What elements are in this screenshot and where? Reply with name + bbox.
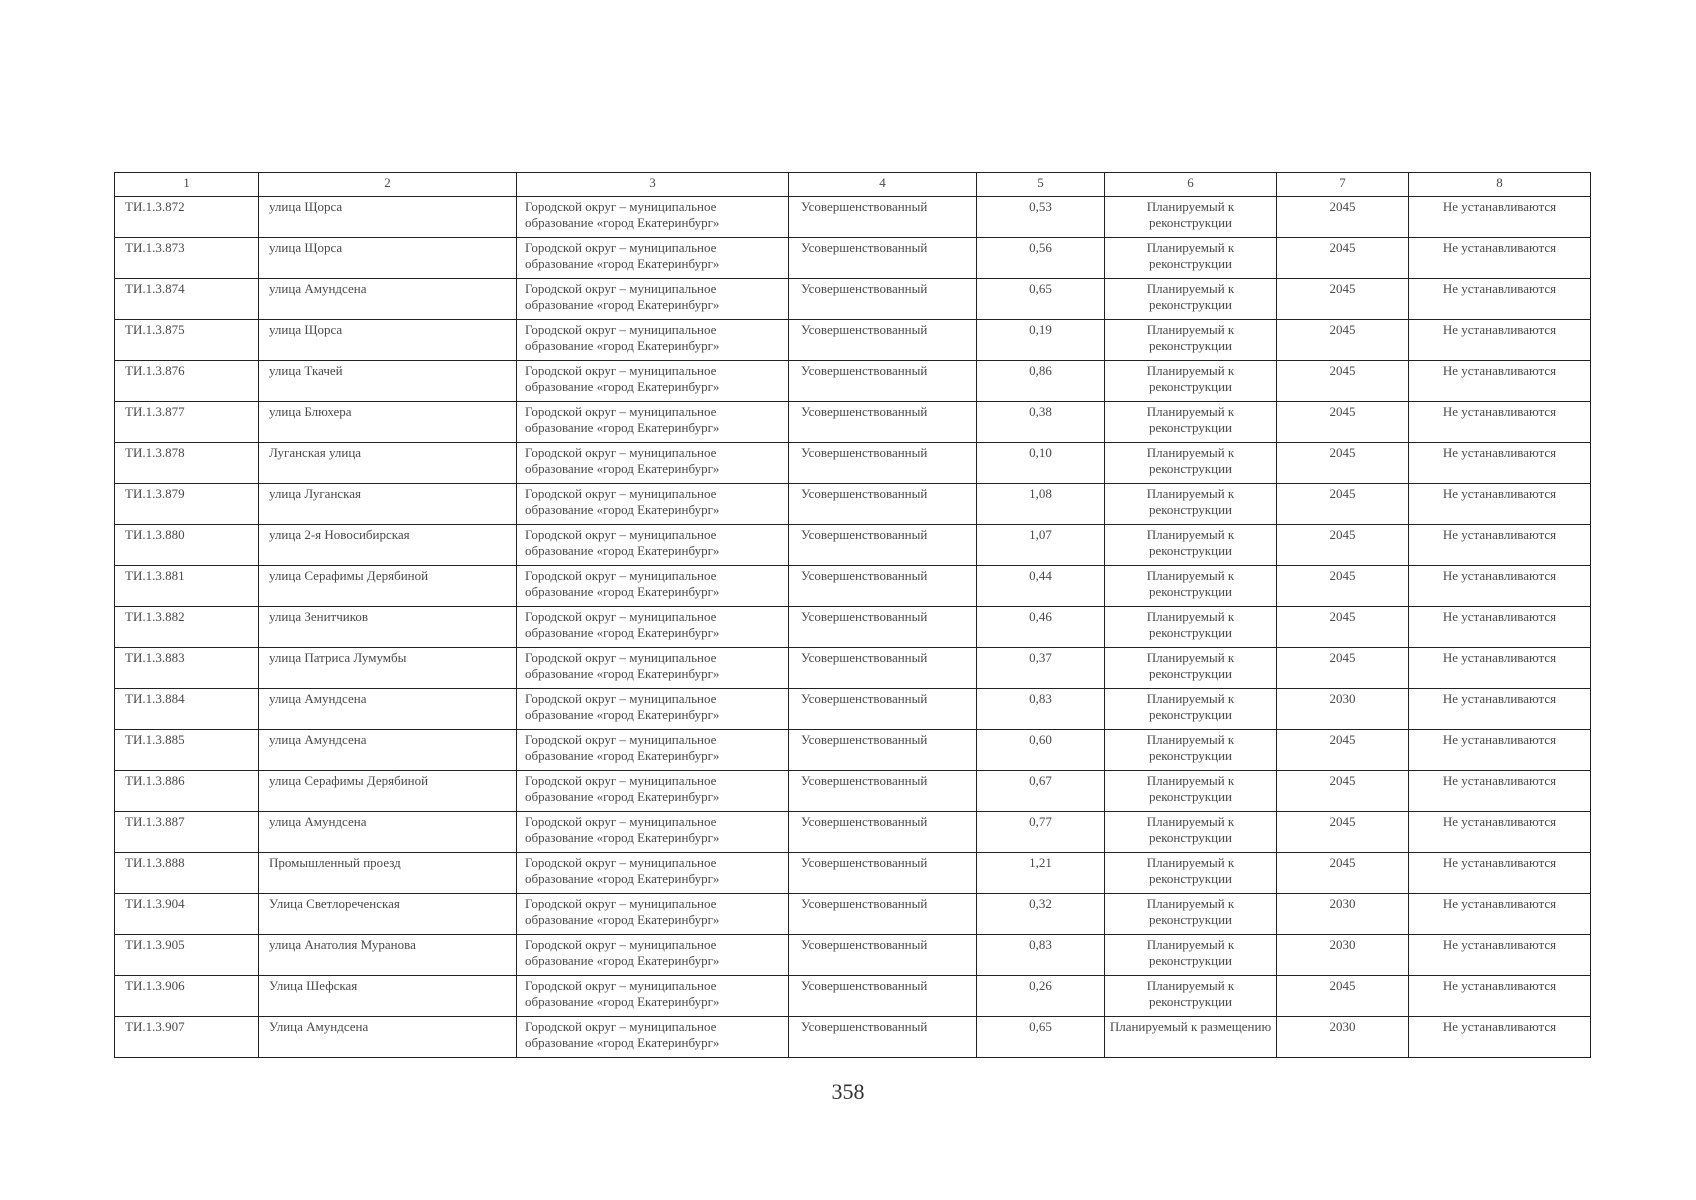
- year-cell: 2045: [1277, 279, 1409, 320]
- protection-zone-cell: Не устанавливаются: [1409, 607, 1591, 648]
- surface-type-cell: Усовершенствованный: [789, 402, 977, 443]
- municipality-cell: Городской округ – муниципальное образование «город Екатеринбург»: [517, 935, 789, 976]
- status-cell: Планируемый к реконструкции: [1105, 812, 1277, 853]
- protection-zone-cell: Не устанавливаются: [1409, 484, 1591, 525]
- year-cell: 2045: [1277, 771, 1409, 812]
- table-row: [115, 279, 1591, 320]
- column-header-7: 7: [1277, 173, 1409, 197]
- status-cell: Планируемый к реконструкции: [1105, 730, 1277, 771]
- year-cell: 2045: [1277, 361, 1409, 402]
- road-code-cell: ТИ.1.3.888: [115, 853, 259, 894]
- status-cell: Планируемый к реконструкции: [1105, 894, 1277, 935]
- status-cell: Планируемый к реконструкции: [1105, 566, 1277, 607]
- surface-type-cell: Усовершенствованный: [789, 853, 977, 894]
- protection-zone-cell: Не устанавливаются: [1409, 279, 1591, 320]
- status-cell: Планируемый к реконструкции: [1105, 935, 1277, 976]
- protection-zone-cell: Не устанавливаются: [1409, 566, 1591, 607]
- municipality-cell: Городской округ – муниципальное образование «город Екатеринбург»: [517, 525, 789, 566]
- table-row: [115, 607, 1591, 648]
- road-name-cell: улица Патриса Лумумбы: [259, 648, 517, 689]
- column-header-2: 2: [259, 173, 517, 197]
- status-cell: Планируемый к размещению: [1105, 1017, 1277, 1058]
- column-header-1: 1: [115, 173, 259, 197]
- year-cell: 2045: [1277, 566, 1409, 607]
- column-header-4: 4: [789, 173, 977, 197]
- municipality-cell: Городской округ – муниципальное образование «город Екатеринбург»: [517, 976, 789, 1017]
- surface-type-cell: Усовершенствованный: [789, 730, 977, 771]
- surface-type-cell: Усовершенствованный: [789, 894, 977, 935]
- surface-type-cell: Усовершенствованный: [789, 935, 977, 976]
- table-body: [115, 197, 1591, 1058]
- surface-type-cell: Усовершенствованный: [789, 279, 977, 320]
- length-cell: 0,86: [977, 361, 1105, 402]
- length-cell: 0,77: [977, 812, 1105, 853]
- status-cell: Планируемый к реконструкции: [1105, 484, 1277, 525]
- road-name-cell: улица Серафимы Дерябиной: [259, 566, 517, 607]
- year-cell: 2045: [1277, 525, 1409, 566]
- table-row: [115, 771, 1591, 812]
- municipality-cell: Городской округ – муниципальное образование «город Екатеринбург»: [517, 607, 789, 648]
- municipality-cell: Городской округ – муниципальное образование «город Екатеринбург»: [517, 771, 789, 812]
- year-cell: 2030: [1277, 1017, 1409, 1058]
- municipality-cell: Городской округ – муниципальное образование «город Екатеринбург»: [517, 361, 789, 402]
- length-cell: 0,38: [977, 402, 1105, 443]
- length-cell: 0,83: [977, 935, 1105, 976]
- road-code-cell: ТИ.1.3.907: [115, 1017, 259, 1058]
- length-cell: 0,83: [977, 689, 1105, 730]
- surface-type-cell: Усовершенствованный: [789, 484, 977, 525]
- surface-type-cell: Усовершенствованный: [789, 238, 977, 279]
- road-name-cell: улица Луганская: [259, 484, 517, 525]
- road-code-cell: ТИ.1.3.878: [115, 443, 259, 484]
- surface-type-cell: Усовершенствованный: [789, 1017, 977, 1058]
- status-cell: Планируемый к реконструкции: [1105, 853, 1277, 894]
- length-cell: 0,60: [977, 730, 1105, 771]
- table-row: [115, 525, 1591, 566]
- length-cell: 1,21: [977, 853, 1105, 894]
- protection-zone-cell: Не устанавливаются: [1409, 812, 1591, 853]
- municipality-cell: Городской округ – муниципальное образование «город Екатеринбург»: [517, 484, 789, 525]
- length-cell: 0,32: [977, 894, 1105, 935]
- surface-type-cell: Усовершенствованный: [789, 566, 977, 607]
- surface-type-cell: Усовершенствованный: [789, 443, 977, 484]
- road-name-cell: улица Щорса: [259, 238, 517, 279]
- length-cell: 0,56: [977, 238, 1105, 279]
- column-header-8: 8: [1409, 173, 1591, 197]
- protection-zone-cell: Не устанавливаются: [1409, 648, 1591, 689]
- year-cell: 2045: [1277, 853, 1409, 894]
- table-row: [115, 648, 1591, 689]
- road-table: [114, 172, 1591, 1058]
- year-cell: 2045: [1277, 976, 1409, 1017]
- protection-zone-cell: Не устанавливаются: [1409, 320, 1591, 361]
- road-code-cell: ТИ.1.3.885: [115, 730, 259, 771]
- table-row: [115, 402, 1591, 443]
- road-name-cell: улица Блюхера: [259, 402, 517, 443]
- municipality-cell: Городской округ – муниципальное образование «город Екатеринбург»: [517, 812, 789, 853]
- year-cell: 2045: [1277, 812, 1409, 853]
- road-code-cell: ТИ.1.3.880: [115, 525, 259, 566]
- table-row: [115, 689, 1591, 730]
- road-name-cell: улица Анатолия Муранова: [259, 935, 517, 976]
- protection-zone-cell: Не устанавливаются: [1409, 689, 1591, 730]
- status-cell: Планируемый к реконструкции: [1105, 361, 1277, 402]
- table-row: [115, 935, 1591, 976]
- status-cell: Планируемый к реконструкции: [1105, 279, 1277, 320]
- year-cell: 2045: [1277, 443, 1409, 484]
- table-row: [115, 566, 1591, 607]
- road-code-cell: ТИ.1.3.904: [115, 894, 259, 935]
- status-cell: Планируемый к реконструкции: [1105, 648, 1277, 689]
- protection-zone-cell: Не устанавливаются: [1409, 402, 1591, 443]
- road-name-cell: улица Щорса: [259, 320, 517, 361]
- road-code-cell: ТИ.1.3.877: [115, 402, 259, 443]
- year-cell: 2030: [1277, 894, 1409, 935]
- surface-type-cell: Усовершенствованный: [789, 607, 977, 648]
- municipality-cell: Городской округ – муниципальное образование «город Екатеринбург»: [517, 566, 789, 607]
- road-code-cell: ТИ.1.3.873: [115, 238, 259, 279]
- status-cell: Планируемый к реконструкции: [1105, 525, 1277, 566]
- status-cell: Планируемый к реконструкции: [1105, 443, 1277, 484]
- road-code-cell: ТИ.1.3.876: [115, 361, 259, 402]
- table-row: [115, 484, 1591, 525]
- column-header-6: 6: [1105, 173, 1277, 197]
- road-code-cell: ТИ.1.3.881: [115, 566, 259, 607]
- length-cell: 0,65: [977, 1017, 1105, 1058]
- table-header: [115, 173, 1591, 197]
- protection-zone-cell: Не устанавливаются: [1409, 443, 1591, 484]
- road-code-cell: ТИ.1.3.887: [115, 812, 259, 853]
- road-name-cell: улица Амундсена: [259, 279, 517, 320]
- surface-type-cell: Усовершенствованный: [789, 976, 977, 1017]
- road-code-cell: ТИ.1.3.872: [115, 197, 259, 238]
- road-code-cell: ТИ.1.3.875: [115, 320, 259, 361]
- table-row: [115, 443, 1591, 484]
- road-name-cell: улица Серафимы Дерябиной: [259, 771, 517, 812]
- year-cell: 2045: [1277, 238, 1409, 279]
- protection-zone-cell: Не устанавливаются: [1409, 238, 1591, 279]
- road-name-cell: улица Щорса: [259, 197, 517, 238]
- protection-zone-cell: Не устанавливаются: [1409, 1017, 1591, 1058]
- protection-zone-cell: Не устанавливаются: [1409, 853, 1591, 894]
- municipality-cell: Городской округ – муниципальное образование «город Екатеринбург»: [517, 894, 789, 935]
- road-name-cell: улица Амундсена: [259, 812, 517, 853]
- table-row: [115, 730, 1591, 771]
- length-cell: 0,19: [977, 320, 1105, 361]
- status-cell: Планируемый к реконструкции: [1105, 976, 1277, 1017]
- table-row: [115, 976, 1591, 1017]
- road-code-cell: ТИ.1.3.886: [115, 771, 259, 812]
- protection-zone-cell: Не устанавливаются: [1409, 935, 1591, 976]
- status-cell: Планируемый к реконструкции: [1105, 320, 1277, 361]
- status-cell: Планируемый к реконструкции: [1105, 607, 1277, 648]
- road-name-cell: Промышленный проезд: [259, 853, 517, 894]
- year-cell: 2030: [1277, 689, 1409, 730]
- road-code-cell: ТИ.1.3.905: [115, 935, 259, 976]
- municipality-cell: Городской округ – муниципальное образование «город Екатеринбург»: [517, 320, 789, 361]
- municipality-cell: Городской округ – муниципальное образование «город Екатеринбург»: [517, 238, 789, 279]
- status-cell: Планируемый к реконструкции: [1105, 197, 1277, 238]
- length-cell: 0,44: [977, 566, 1105, 607]
- surface-type-cell: Усовершенствованный: [789, 689, 977, 730]
- page-number: 358: [831, 1079, 865, 1104]
- status-cell: Планируемый к реконструкции: [1105, 238, 1277, 279]
- year-cell: 2045: [1277, 730, 1409, 771]
- header-row: [115, 173, 1591, 197]
- protection-zone-cell: Не устанавливаются: [1409, 894, 1591, 935]
- protection-zone-cell: Не устанавливаются: [1409, 730, 1591, 771]
- road-code-cell: ТИ.1.3.882: [115, 607, 259, 648]
- surface-type-cell: Усовершенствованный: [789, 648, 977, 689]
- road-name-cell: улица Амундсена: [259, 730, 517, 771]
- road-code-cell: ТИ.1.3.883: [115, 648, 259, 689]
- road-name-cell: улица Зенитчиков: [259, 607, 517, 648]
- municipality-cell: Городской округ – муниципальное образование «город Екатеринбург»: [517, 402, 789, 443]
- length-cell: 0,46: [977, 607, 1105, 648]
- length-cell: 0,26: [977, 976, 1105, 1017]
- protection-zone-cell: Не устанавливаются: [1409, 197, 1591, 238]
- table-row: [115, 1017, 1591, 1058]
- table-row: [115, 320, 1591, 361]
- municipality-cell: Городской округ – муниципальное образование «город Екатеринбург»: [517, 1017, 789, 1058]
- table-row: [115, 197, 1591, 238]
- surface-type-cell: Усовершенствованный: [789, 320, 977, 361]
- municipality-cell: Городской округ – муниципальное образование «город Екатеринбург»: [517, 279, 789, 320]
- surface-type-cell: Усовершенствованный: [789, 771, 977, 812]
- column-header-5: 5: [977, 173, 1105, 197]
- table-row: [115, 238, 1591, 279]
- table-row: [115, 812, 1591, 853]
- surface-type-cell: Усовершенствованный: [789, 197, 977, 238]
- road-code-cell: ТИ.1.3.906: [115, 976, 259, 1017]
- surface-type-cell: Усовершенствованный: [789, 361, 977, 402]
- protection-zone-cell: Не устанавливаются: [1409, 771, 1591, 812]
- municipality-cell: Городской округ – муниципальное образование «город Екатеринбург»: [517, 648, 789, 689]
- road-name-cell: Улица Шефская: [259, 976, 517, 1017]
- status-cell: Планируемый к реконструкции: [1105, 771, 1277, 812]
- year-cell: 2045: [1277, 607, 1409, 648]
- status-cell: Планируемый к реконструкции: [1105, 689, 1277, 730]
- year-cell: 2045: [1277, 402, 1409, 443]
- protection-zone-cell: Не устанавливаются: [1409, 525, 1591, 566]
- protection-zone-cell: Не устанавливаются: [1409, 361, 1591, 402]
- year-cell: 2045: [1277, 648, 1409, 689]
- table-row: [115, 853, 1591, 894]
- municipality-cell: Городской округ – муниципальное образование «город Екатеринбург»: [517, 853, 789, 894]
- year-cell: 2030: [1277, 935, 1409, 976]
- road-name-cell: Луганская улица: [259, 443, 517, 484]
- status-cell: Планируемый к реконструкции: [1105, 402, 1277, 443]
- road-name-cell: улица Амундсена: [259, 689, 517, 730]
- length-cell: 0,53: [977, 197, 1105, 238]
- municipality-cell: Городской округ – муниципальное образование «город Екатеринбург»: [517, 197, 789, 238]
- length-cell: 0,37: [977, 648, 1105, 689]
- table-row: [115, 361, 1591, 402]
- municipality-cell: Городской округ – муниципальное образование «город Екатеринбург»: [517, 730, 789, 771]
- road-code-cell: ТИ.1.3.874: [115, 279, 259, 320]
- road-name-cell: улица 2-я Новосибирская: [259, 525, 517, 566]
- municipality-cell: Городской округ – муниципальное образование «город Екатеринбург»: [517, 689, 789, 730]
- road-name-cell: улица Ткачей: [259, 361, 517, 402]
- surface-type-cell: Усовершенствованный: [789, 812, 977, 853]
- protection-zone-cell: Не устанавливаются: [1409, 976, 1591, 1017]
- year-cell: 2045: [1277, 197, 1409, 238]
- length-cell: 0,65: [977, 279, 1105, 320]
- surface-type-cell: Усовершенствованный: [789, 525, 977, 566]
- length-cell: 0,10: [977, 443, 1105, 484]
- municipality-cell: Городской округ – муниципальное образование «город Екатеринбург»: [517, 443, 789, 484]
- road-name-cell: Улица Светлореченская: [259, 894, 517, 935]
- road-code-cell: ТИ.1.3.884: [115, 689, 259, 730]
- table-row: [115, 894, 1591, 935]
- road-name-cell: Улица Амундсена: [259, 1017, 517, 1058]
- length-cell: 0,67: [977, 771, 1105, 812]
- length-cell: 1,07: [977, 525, 1105, 566]
- length-cell: 1,08: [977, 484, 1105, 525]
- column-header-3: 3: [517, 173, 789, 197]
- year-cell: 2045: [1277, 484, 1409, 525]
- year-cell: 2045: [1277, 320, 1409, 361]
- road-code-cell: ТИ.1.3.879: [115, 484, 259, 525]
